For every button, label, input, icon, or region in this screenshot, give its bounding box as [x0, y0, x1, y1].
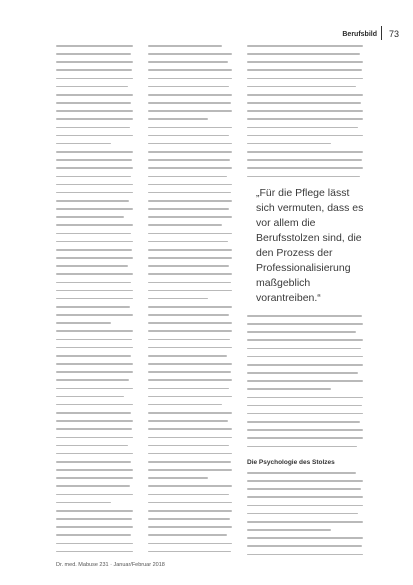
body-text-line [148, 176, 227, 178]
body-text-line [247, 537, 363, 539]
body-text-line [56, 388, 133, 390]
body-text-line [148, 200, 232, 202]
body-text-line [56, 167, 133, 169]
body-text-line [56, 363, 133, 365]
body-text-line [148, 404, 222, 406]
body-text-line [148, 241, 228, 243]
body-text-line [56, 176, 131, 178]
body-text-line [247, 388, 331, 390]
body-text-line [56, 53, 131, 55]
body-text-line [148, 110, 232, 112]
body-text-line [148, 330, 232, 332]
body-text-line [148, 61, 228, 63]
body-text-line [56, 445, 128, 447]
body-text-line [247, 69, 362, 71]
body-text-line [148, 461, 231, 463]
body-text-line [148, 510, 232, 512]
body-text-line [148, 363, 232, 365]
body-text-line [247, 545, 362, 547]
body-text-line [56, 249, 132, 251]
body-text-line [247, 446, 357, 448]
body-text-line [148, 420, 228, 422]
body-text-line [247, 480, 363, 482]
body-text-line [56, 404, 133, 406]
body-text-line [56, 192, 133, 194]
body-text-line [56, 355, 131, 357]
body-text-line [148, 127, 232, 129]
body-text-line [148, 477, 208, 479]
body-text-line [56, 453, 133, 455]
body-text-line [148, 494, 229, 496]
body-text-line [56, 551, 133, 553]
body-text-line [56, 208, 133, 210]
body-text-line [56, 241, 133, 243]
body-text-line [247, 529, 331, 531]
body-text-line [56, 110, 133, 112]
body-text-line [56, 118, 133, 120]
body-text-line [247, 143, 331, 145]
body-text-line [56, 518, 132, 520]
body-text-line [148, 453, 232, 455]
body-text-line [148, 396, 232, 398]
body-text-line [148, 151, 232, 153]
body-text-line [148, 526, 232, 528]
body-text-line [247, 554, 363, 556]
body-text-line [56, 534, 131, 536]
body-text-line [247, 323, 363, 325]
body-text-line [247, 53, 360, 55]
body-text-line [148, 216, 232, 218]
body-text-line [56, 420, 133, 422]
body-text-line [148, 355, 227, 357]
body-column-left [56, 45, 133, 559]
body-text-line [247, 86, 356, 88]
body-text-line [148, 371, 231, 373]
body-text-line [247, 496, 363, 498]
body-text-line [247, 61, 363, 63]
body-text-line [56, 200, 129, 202]
body-text-line [148, 273, 232, 275]
body-text-line [148, 322, 232, 324]
body-text-line [148, 249, 232, 251]
body-text-line [56, 290, 133, 292]
body-text-line [247, 505, 363, 507]
body-text-line [148, 78, 232, 80]
page-footer: Dr. med. Mabuse 231 · Januar/Februar 2018 [56, 562, 165, 568]
body-text-line [148, 69, 232, 71]
body-text-line [247, 151, 363, 153]
body-text-line [56, 45, 133, 47]
body-text-line [148, 233, 232, 235]
body-text-line [56, 322, 111, 324]
body-text-line [56, 184, 133, 186]
body-text-line [148, 551, 231, 553]
body-text-line [148, 339, 230, 341]
body-text-line [56, 143, 111, 145]
body-text-line [247, 413, 363, 415]
body-text-line [148, 306, 232, 308]
pull-quote: „Für die Pflege lässt sich vermuten, dass es vor allem die Berufsstolzen sind, die den Prozess der Professionalisierung maßgeblich vorantreiben.“ [256, 187, 364, 304]
body-text-line [247, 102, 361, 104]
body-text-line [56, 330, 133, 332]
body-text-line [148, 143, 232, 145]
body-text-line [56, 151, 133, 153]
body-text-line [148, 379, 232, 381]
body-text-line [247, 94, 363, 96]
body-text-line [247, 356, 363, 358]
header-divider [381, 26, 382, 40]
body-text-line [56, 396, 124, 398]
body-text-line [148, 257, 232, 259]
body-text-line [56, 216, 124, 218]
body-text-line [56, 69, 132, 71]
body-column-right-bottom [247, 472, 363, 562]
body-text-line [56, 347, 133, 349]
body-text-line [56, 437, 133, 439]
body-text-line [148, 534, 227, 536]
body-text-line [56, 469, 133, 471]
body-text-line [148, 518, 230, 520]
body-text-line [148, 167, 232, 169]
body-text-line [247, 78, 363, 80]
body-text-line [148, 86, 229, 88]
body-text-line [247, 513, 358, 515]
body-text-line [148, 118, 208, 120]
body-text-line [247, 364, 363, 366]
body-text-line [56, 379, 129, 381]
body-text-line [56, 298, 133, 300]
body-text-line [56, 371, 133, 373]
body-text-line [247, 331, 356, 333]
body-text-line [148, 159, 230, 161]
body-text-line [247, 405, 362, 407]
body-column-right-middle [247, 315, 363, 454]
page-number: 73 [388, 29, 399, 39]
body-text-line [148, 208, 229, 210]
body-text-line [148, 412, 232, 414]
body-text-line [148, 265, 229, 267]
body-text-line [247, 159, 362, 161]
body-text-line [247, 429, 363, 431]
body-column-middle [148, 45, 232, 559]
body-text-line [56, 233, 131, 235]
body-text-line [148, 298, 208, 300]
body-text-line [56, 265, 128, 267]
section-subheading: Die Psychologie des Stolzes [247, 459, 335, 466]
body-text-line [56, 282, 131, 284]
body-text-line [56, 502, 111, 504]
body-text-line [56, 159, 132, 161]
body-text-line [148, 102, 231, 104]
body-text-line [247, 339, 363, 341]
body-text-line [148, 282, 231, 284]
body-text-line [56, 61, 133, 63]
body-text-line [148, 290, 232, 292]
body-text-line [247, 167, 363, 169]
body-text-line [56, 543, 133, 545]
body-text-line [148, 502, 232, 504]
body-text-line [247, 118, 363, 120]
body-text-line [247, 45, 363, 47]
body-text-line [56, 461, 131, 463]
body-text-line [148, 428, 232, 430]
body-text-line [56, 135, 133, 137]
body-text-line [56, 526, 133, 528]
body-text-line [148, 224, 222, 226]
running-header-section: Berufsbild [342, 31, 377, 38]
body-text-line [247, 380, 363, 382]
body-text-line [148, 53, 232, 55]
body-text-line [56, 306, 130, 308]
body-text-line [148, 437, 232, 439]
body-text-line [148, 192, 231, 194]
body-text-line [56, 510, 133, 512]
body-text-line [56, 224, 133, 226]
body-text-line [148, 469, 232, 471]
body-text-line [56, 127, 130, 129]
body-text-line [56, 273, 133, 275]
body-text-line [247, 521, 363, 523]
body-text-line [247, 348, 361, 350]
body-text-line [148, 94, 232, 96]
body-text-line [56, 339, 132, 341]
body-text-line [247, 110, 363, 112]
body-text-line [247, 472, 356, 474]
body-text-line [148, 388, 229, 390]
body-text-line [56, 78, 133, 80]
body-text-line [247, 127, 358, 129]
body-text-line [247, 176, 360, 178]
body-column-right-top [247, 45, 363, 184]
body-text-line [56, 86, 128, 88]
body-text-line [148, 314, 229, 316]
body-text-line [247, 421, 360, 423]
body-text-line [247, 488, 361, 490]
body-text-line [56, 428, 132, 430]
body-text-line [56, 314, 133, 316]
body-text-line [56, 494, 133, 496]
body-text-line [56, 257, 133, 259]
body-text-line [56, 102, 131, 104]
body-text-line [247, 135, 363, 137]
body-text-line [148, 485, 232, 487]
body-text-line [148, 45, 222, 47]
body-text-line [247, 315, 362, 317]
body-text-line [148, 347, 232, 349]
body-text-line [247, 437, 363, 439]
body-text-line [247, 372, 358, 374]
body-text-line [148, 184, 232, 186]
body-text-line [56, 412, 131, 414]
body-text-line [148, 445, 229, 447]
body-text-line [247, 397, 363, 399]
body-text-line [56, 485, 130, 487]
body-text-line [148, 135, 229, 137]
body-text-line [56, 477, 133, 479]
body-text-line [148, 543, 232, 545]
body-text-line [56, 94, 133, 96]
